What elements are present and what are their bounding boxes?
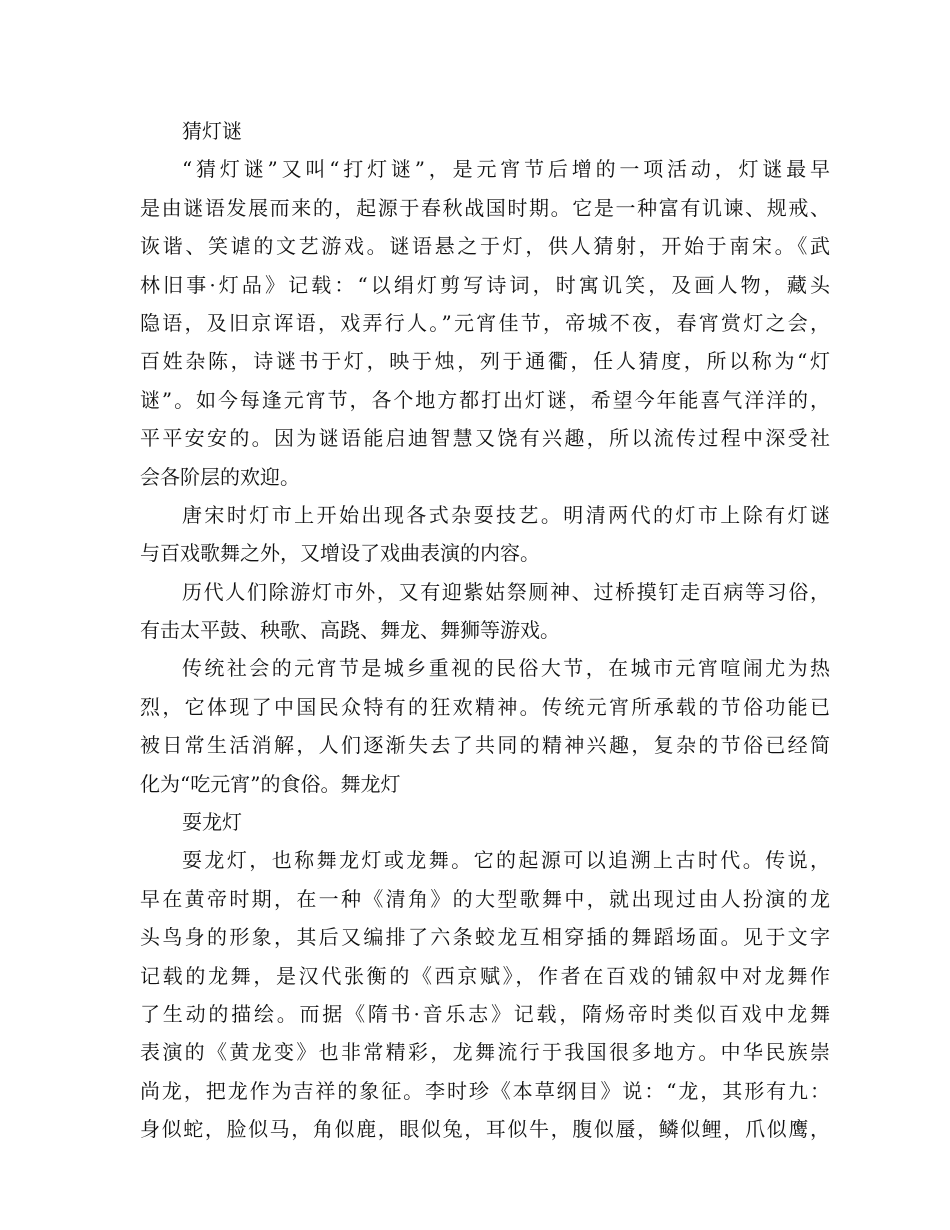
paragraph-line: 化为“吃元宵”的食俗。舞龙灯 — [140, 771, 401, 796]
paragraph-line: 平平安安的。因为谜语能启迪智慧又饶有兴趣，所以流传过程中深受社 — [140, 426, 830, 451]
paragraph-line: 传统社会的元宵节是城乡重视的民俗大节，在城市元宵喧闹尤为热 — [182, 656, 830, 681]
paragraph-line: 百姓杂陈，诗谜书于灯，映于烛，列于通衢，任人猜度，所以称为“灯 — [140, 349, 830, 374]
paragraph-line: 身似蛇，脸似马，角似鹿，眼似兔，耳似牛，腹似蜃，鳞似鲤，爪似鹰， — [140, 1117, 830, 1142]
paragraph-line: 谜”。如今每逢元宵节，各个地方都打出灯谜，希望今年能喜气洋洋的， — [140, 387, 830, 412]
paragraph-line: 耍龙灯，也称舞龙灯或龙舞。它的起源可以追溯上古时代。传说， — [182, 848, 830, 873]
paragraph-line: 会各阶层的欢迎。 — [140, 464, 300, 489]
section-heading-guess-lantern-riddles: 猜灯谜 — [182, 119, 242, 143]
paragraph-line: 是由谜语发展而来的，起源于春秋战国时期。它是一种富有讥谏、规戒、 — [140, 195, 830, 220]
paragraph-line: 诙谐、笑谑的文艺游戏。谜语悬之于灯，供人猜射，开始于南宋。《武 — [140, 234, 830, 259]
paragraph-line: 被日常生活消解，人们逐渐失去了共同的精神兴趣，复杂的节俗已经简 — [140, 733, 830, 758]
paragraph-line: “猜灯谜”又叫“打灯谜”，是元宵节后增的一项活动，灯谜最早 — [182, 157, 830, 182]
paragraph-line: 早在黄帝时期，在一种《清角》的大型歌舞中，就出现过由人扮演的龙 — [140, 886, 830, 911]
paragraph-line: 烈，它体现了中国民众特有的狂欢精神。传统元宵所承载的节俗功能已 — [140, 694, 830, 719]
paragraph-line: 记载的龙舞，是汉代张衡的《西京赋》，作者在百戏的铺叙中对龙舞作 — [140, 963, 830, 988]
document-body — [140, 112, 830, 1149]
paragraph-line: 隐语，及旧京诨语，戏弄行人。”元宵佳节，帝城不夜，春宵赏灯之会， — [140, 310, 830, 335]
paragraph-line: 与百戏歌舞之外，又增设了戏曲表演的内容。 — [140, 541, 540, 566]
paragraph-line: 表演的《黄龙变》也非常精彩，龙舞流行于我国很多地方。中华民族崇 — [140, 1040, 830, 1065]
paragraph-line: 林旧事·灯品》记载：“以绢灯剪写诗词，时寓讥笑，及画人物，藏头 — [140, 272, 830, 297]
paragraph-line: 尚龙，把龙作为吉祥的象征。李时珍《本草纲目》说：“龙，其形有九： — [140, 1078, 830, 1103]
section-heading-dragon-lantern: 耍龙灯 — [182, 810, 242, 835]
paragraph-line: 历代人们除游灯市外，又有迎紫姑祭厕神、过桥摸钉走百病等习俗， — [182, 579, 830, 604]
paragraph-line: 了生动的描绘。而据《隋书·音乐志》记载，隋炀帝时类似百戏中龙舞 — [140, 1001, 830, 1026]
paragraph-line: 有击太平鼓、秧歌、高跷、舞龙、舞狮等游戏。 — [140, 618, 560, 643]
paragraph-line: 唐宋时灯市上开始出现各式杂耍技艺。明清两代的灯市上除有灯谜 — [182, 502, 830, 527]
paragraph-line: 头鸟身的形象，其后又编排了六条蛟龙互相穿插的舞蹈场面。见于文字 — [140, 925, 830, 950]
